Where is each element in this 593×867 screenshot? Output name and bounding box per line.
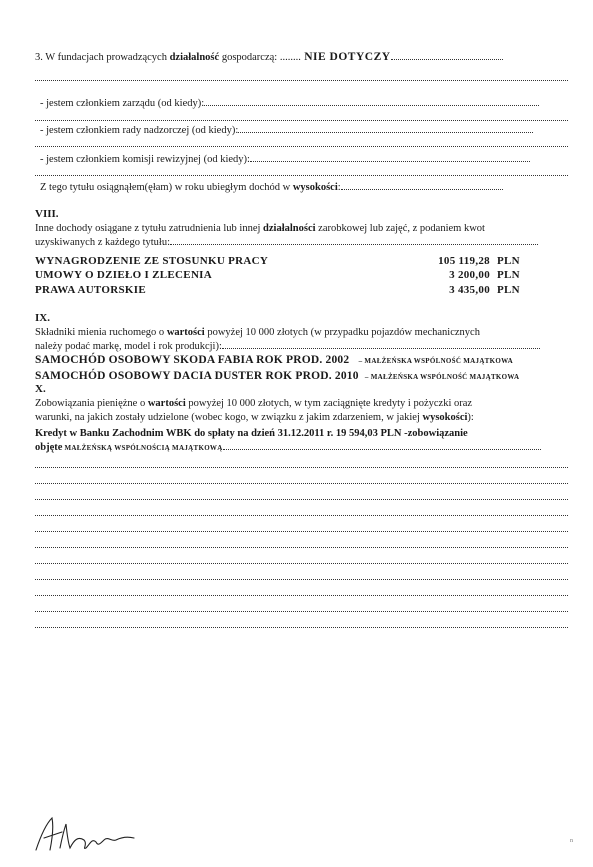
- section-ix-text: należy podać markę, model i rok produkcji):: [35, 340, 540, 353]
- loan-line: objęte MAŁŻEŃSKĄ WSPÓLNOŚCIĄ MAJĄTKOWĄ: [35, 441, 541, 455]
- foundations-line: 3. W fundacjach prowadzących działalność gospodarczą: ........ NIE DOTYCZY: [35, 51, 503, 64]
- audit-committee-line: - jestem członkiem komisji rewizyjnej (od kiedy):: [40, 153, 530, 166]
- section-ix-text: Składniki mienia ruchomego o wartości powyżej 10 000 złotych (w przypadku pojazdów mechanicznych: [35, 327, 480, 338]
- income-row: UMOWY O DZIEŁO I ZLECENIA 3 200,00 PLN: [35, 269, 520, 281]
- section-viii-heading: VIII.: [35, 208, 59, 220]
- dotted-line: [35, 531, 568, 532]
- section-x-text: Zobowiązania pieniężne o wartości powyżej 10 000 złotych, w tym zaciągnięte kredyty i pożyczki oraz: [35, 398, 473, 409]
- board-member-line: - jestem członkiem zarządu (od kiedy):: [40, 97, 539, 110]
- handwritten-signature: [30, 808, 140, 858]
- dotted-line: [35, 611, 568, 612]
- section-viii-text: uzyskiwanych z każdego tytułu:: [35, 236, 538, 249]
- dotted-line: [35, 547, 568, 548]
- vehicle-line: SAMOCHÓD OSOBOWY DACIA DUSTER ROK PROD. 2010 – MAŁŻEŃSKA WSPÓLNOŚĆ MAJĄTKOWA: [35, 370, 520, 382]
- dotted-line: [35, 563, 568, 564]
- dotted-line: [35, 579, 568, 580]
- dotted-line: [35, 80, 568, 81]
- loan-line: Kredyt w Banku Zachodnim WBK do spłaty na dzień 31.12.2011 r. 19 594,03 PLN -zobowiązanie: [35, 428, 468, 439]
- page-mark: n: [570, 838, 573, 844]
- dotted-line: [35, 146, 568, 147]
- dotted-line: [35, 499, 568, 500]
- not-applicable-answer: NIE DOTYCZY: [300, 51, 391, 63]
- dotted-line: [35, 175, 568, 176]
- dotted-line: [35, 595, 568, 596]
- vehicle-line: SAMOCHÓD OSOBOWY SKODA FABIA ROK PROD. 2002 – MAŁŻEŃSKA WSPÓLNOŚĆ MAJĄTKOWA: [35, 354, 514, 366]
- section-x-text: warunki, na jakich zostały udzielone (wobec kogo, w związku z jakim zdarzeniem, w jakiej wysokości):: [35, 412, 474, 423]
- income-row: WYNAGRODZENIE ZE STOSUNKU PRACY 105 119,28 PLN: [35, 255, 520, 267]
- dotted-line: [35, 467, 568, 468]
- dotted-line: [35, 483, 568, 484]
- dotted-line: [35, 515, 568, 516]
- section-viii-text: Inne dochody osiągane z tytułu zatrudnienia lub innej działalności zarobkowej lub zajęć, z podaniem kwot: [35, 223, 485, 234]
- dotted-line: [35, 120, 568, 121]
- section-ix-heading: IX.: [35, 312, 50, 324]
- section-x-heading: X.: [35, 383, 46, 395]
- dotted-line: [35, 627, 568, 628]
- supervisory-board-line: - jestem członkiem rady nadzorczej (od kiedy):: [40, 124, 533, 137]
- income-row: PRAWA AUTORSKIE 3 435,00 PLN: [35, 284, 520, 296]
- income-line: Z tego tytułu osiągnąłem(ęłam) w roku ubiegłym dochód w wysokości:: [40, 181, 503, 194]
